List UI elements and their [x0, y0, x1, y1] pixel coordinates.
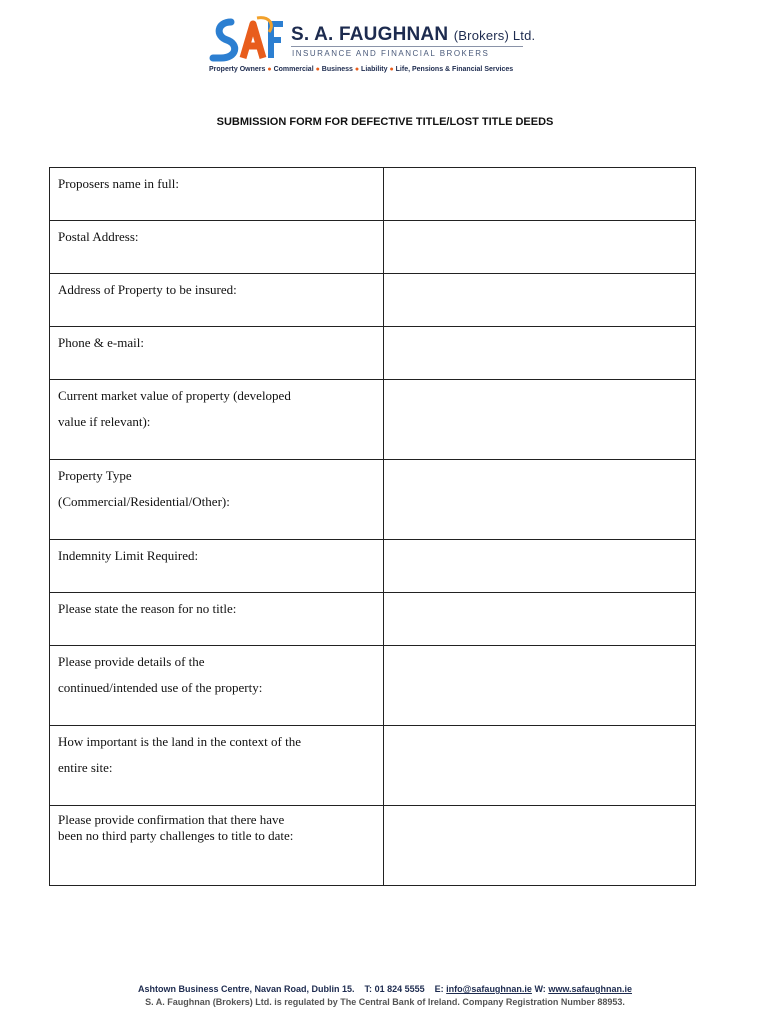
form-row — [50, 646, 696, 726]
form-input-cell[interactable] — [383, 274, 695, 327]
form-label-line: Please provide confirmation that there have — [58, 812, 285, 827]
footer-phone: 01 824 5555 — [374, 984, 425, 994]
form-label — [50, 327, 384, 380]
form-label-text: Proposers name in full: — [58, 176, 179, 191]
form-row — [50, 168, 696, 221]
form-row — [50, 460, 696, 540]
form-label-line: been no third party challenges to title to date: — [58, 828, 294, 843]
form-input-cell[interactable] — [383, 327, 695, 380]
form-label — [50, 540, 384, 593]
tagline-item: Liability — [361, 66, 388, 73]
saf-logo-mark-icon — [209, 14, 285, 66]
form-input-cell[interactable] — [383, 726, 695, 806]
footer — [0, 984, 770, 1007]
form-label — [50, 168, 384, 221]
tagline-item: Business — [321, 66, 353, 73]
form-label — [50, 460, 384, 540]
form-label-line: Current market value of property (developed — [58, 388, 291, 403]
form-input-cell[interactable] — [383, 380, 695, 460]
form-input-cell[interactable] — [383, 806, 695, 886]
form-row — [50, 221, 696, 274]
brand-divider — [291, 46, 523, 47]
form-input-cell[interactable] — [383, 593, 695, 646]
brand-suffix: (Brokers) Ltd. — [453, 28, 536, 43]
form-label-text: Postal Address: — [58, 229, 139, 244]
form-input-cell[interactable] — [383, 460, 695, 540]
form-label-text: Phone & e-mail: — [58, 335, 144, 350]
tagline: Property Owners ● Commercial ● Business ● Liability ● Life, Pensions & Financial Services — [209, 66, 514, 73]
form-input-cell[interactable] — [383, 168, 695, 221]
tagline-item: Commercial — [273, 66, 314, 73]
form-label-line: How important is the land in the context of the — [58, 734, 301, 749]
form-label — [50, 221, 384, 274]
form-label — [50, 380, 384, 460]
form-label — [50, 806, 384, 886]
form-row — [50, 327, 696, 380]
form-label-line: continued/intended use of the property: — [58, 680, 263, 695]
footer-address: Ashtown Business Centre, Navan Road, Dublin 15. — [137, 984, 355, 994]
form-title: SUBMISSION FORM FOR DEFECTIVE TITLE/LOST TITLE DEEDS — [216, 116, 554, 128]
form-label-line: value if relevant): — [58, 414, 151, 429]
tagline-item: Property Owners — [209, 66, 266, 73]
tagline-item: Life, Pensions & Financial Services — [395, 66, 514, 73]
form-label-text: Address of Property to be insured: — [58, 282, 237, 297]
footer-regulation: S. A. Faughnan (Brokers) Ltd. is regulated by The Central Bank of Ireland. Company Registration Number 88953. — [145, 997, 625, 1007]
company-logo — [209, 14, 536, 80]
form-label — [50, 646, 384, 726]
form-label-text: Indemnity Limit Required: — [58, 548, 199, 563]
form-row — [50, 593, 696, 646]
form-row — [50, 806, 696, 886]
footer-contact-line: Ashtown Business Centre, Navan Road, Dublin 15. T: 01 824 5555 E: info@safaughnan.ie W: www.safaughnan.ie — [137, 984, 632, 994]
form-label-text: Please state the reason for no title: — [58, 601, 237, 616]
footer-web-link[interactable]: www.safaughnan.ie — [548, 984, 632, 994]
form-label-line: (Commercial/Residential/Other): — [58, 494, 230, 509]
form-label-line: Property Type — [58, 468, 132, 483]
form-input-cell[interactable] — [383, 540, 695, 593]
form-label — [50, 274, 384, 327]
form-label — [50, 593, 384, 646]
form-row — [50, 380, 696, 460]
form-input-cell[interactable] — [383, 646, 695, 726]
form-label-line: Please provide details of the — [58, 654, 205, 669]
form-row — [50, 274, 696, 327]
form-label — [50, 726, 384, 806]
submission-form-table — [49, 167, 696, 886]
form-row — [50, 540, 696, 593]
brand-name: S. A. FAUGHNAN (Brokers) Ltd. — [291, 24, 536, 45]
form-row — [50, 726, 696, 806]
form-label-line: entire site: — [58, 760, 113, 775]
brand-subtitle: INSURANCE AND FINANCIAL BROKERS — [292, 49, 490, 58]
form-input-cell[interactable] — [383, 221, 695, 274]
footer-email-link[interactable]: info@safaughnan.ie — [446, 984, 532, 994]
